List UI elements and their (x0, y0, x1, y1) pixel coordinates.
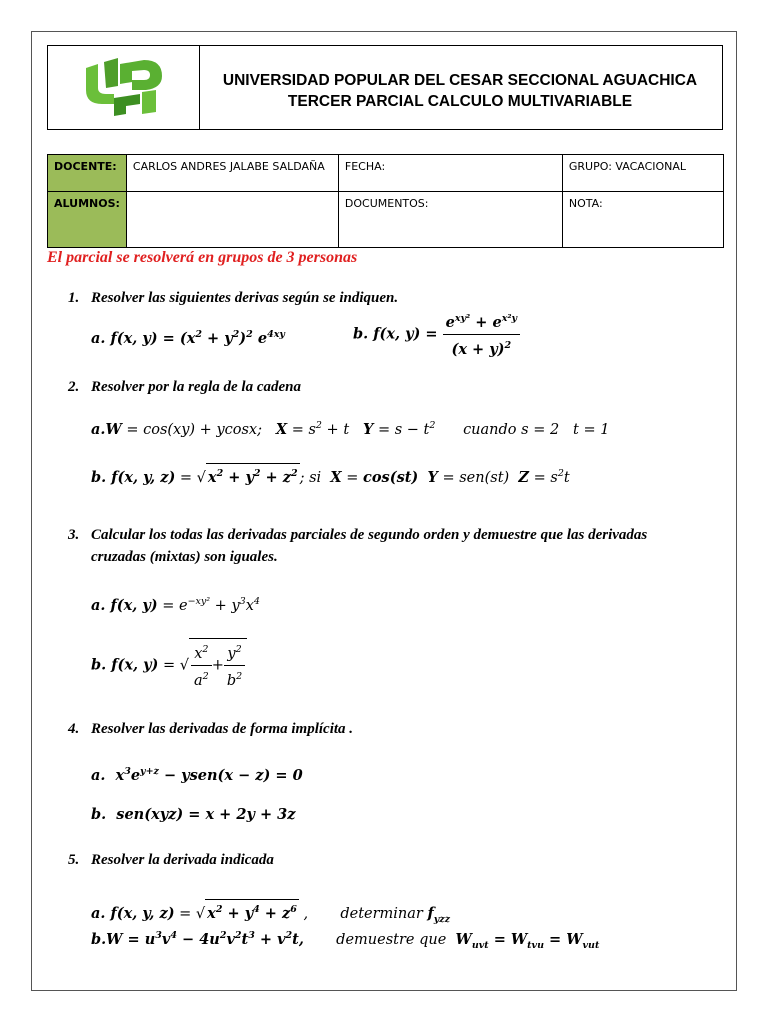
question-text: Resolver las derivadas de forma implícita . (91, 721, 354, 737)
q1b-expression: b. f(x, y) = $\frac{e^{xy^2} + e^{x^2y}}{(x + y)^2}$ (353, 308, 520, 361)
q1a-expression: a. f(x, $y) = (x^2 + y^2)^2$ $e^{4xy}$ (91, 329, 285, 347)
documentos-label: DOCUMENTOS: (338, 192, 562, 248)
question-number: 3. (68, 527, 80, 543)
question-text: Calcular los todas las derivadas parciales de segundo orden y demuestre que las derivadas (91, 527, 648, 543)
cuando-word: cuando (463, 421, 517, 438)
question-2 (68, 376, 301, 398)
fecha-label: FECHA: (338, 155, 562, 192)
docente-value: CARLOS ANDRES JALABE SALDAÑA (126, 155, 338, 192)
question-number: 2. (68, 379, 80, 395)
q2a-expression: a.W = cos(xy) + ycosx; $X = s^2 + t$ $Y = s - t^2$ cuando s = 2 t = 1 (91, 420, 610, 438)
alumnos-label: ALUMNOS: (48, 192, 127, 248)
question-3-continued: cruzadas (mixtas) son iguales. (91, 549, 278, 565)
university-name: UNIVERSIDAD POPULAR DEL CESAR SECCIONAL AGUACHICA (222, 72, 698, 89)
q4a-expression: a. $x^3e^{y+z}$ − ysen(x − z) = 0 (91, 766, 303, 784)
question-text: Resolver las siguientes derivas según se indiquen. (91, 290, 399, 306)
logo-cell (48, 46, 200, 129)
question-text: Resolver la derivada indicada (91, 852, 274, 868)
grupo-label: GRUPO: VACACIONAL (562, 155, 723, 192)
question-number: 1. (68, 290, 80, 306)
question-3 (68, 524, 647, 546)
header-title (200, 70, 720, 112)
intro-note: El parcial se resolverá en grupos de 3 personas (47, 249, 358, 266)
question-number: 5. (68, 852, 80, 868)
alumnos-value[interactable] (126, 192, 338, 248)
demuestre-word: demuestre que (336, 931, 447, 948)
upc-logo-icon (84, 58, 164, 118)
nota-label: NOTA: (562, 192, 723, 248)
info-table (47, 154, 724, 248)
question-1 (68, 287, 398, 309)
question-number: 4. (68, 721, 80, 737)
header-box (47, 45, 723, 130)
q3b-expression: b. f(x, y) = √ $\frac{x^2}{a^2}$ + $\frac{y^2}{b^2}$ (91, 638, 247, 692)
question-text: Resolver por la regla de la cadena (91, 379, 301, 395)
docente-label: DOCENTE: (48, 155, 127, 192)
determinar-word: determinar (340, 905, 423, 922)
q2b-expression: b. f(x, y, z) = √ $x^2 + y^2 + z^2$ ; si X = cos(st) Y = sen(st) $Z = s^2t$ (91, 463, 570, 488)
q5a-expression: a. f(x, y, z) = √ $x^2 + y^4 + z^6$ , determinar $f_{yzz}$ (91, 899, 450, 930)
q5b-expression: $b.W = u^3v^4 - 4u^2v^2t^3 + v^2t$, demuestre que $W_{uvt} = W_{tvu} = W_{vut}$ (91, 930, 600, 951)
q3a-expression: a. f(x, $y) = e^{-xy^2} + y^3x^4$ (91, 596, 260, 614)
q4b-expression: b. sen(xyz) = x + 2y + 3z (91, 806, 296, 823)
question-5 (68, 849, 274, 871)
exam-title: TERCER PARCIAL CALCULO MULTIVARIABLE (287, 93, 633, 110)
question-4 (68, 718, 353, 740)
